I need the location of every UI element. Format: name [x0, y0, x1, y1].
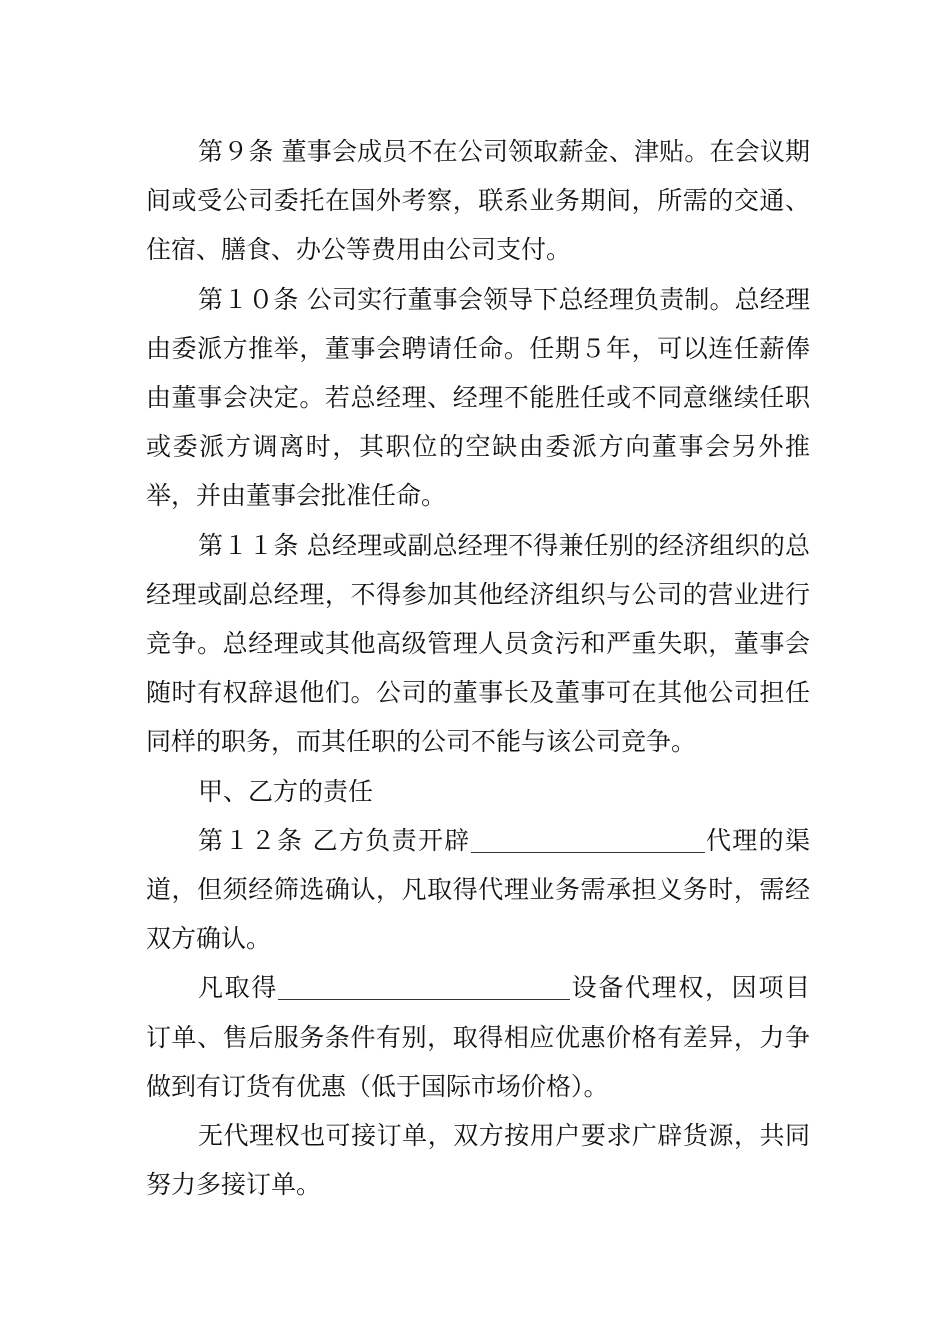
agency-text-before: 凡取得 — [198, 973, 278, 1003]
article-10-paragraph: 第１０条 公司实行董事会领导下总经理负责制。总经理由委派方推举，董事会聘请任命。任期５年，可以连任薪俸由董事会决定。若总经理、经理不能胜任或不同意继续任职或委派方调离时，其职位的空缺由委派方向董事会另外推举，并由董事会批准任命。 — [146, 284, 810, 511]
agency-rights-paragraph — [146, 963, 810, 1111]
article-9-paragraph: 第９条 董事会成员不在公司领取薪金、津贴。在会议期间或受公司委托在国外考察，联系业务期间，所需的交通、住宿、膳食、办公等费用由公司支付。 — [146, 137, 810, 265]
fill-in-blank-line — [278, 971, 570, 1000]
orders-paragraph: 无代理权也可接订单，双方按用户要求广辟货源，共同努力多接订单。 — [146, 1121, 810, 1200]
agency-text-after: 设备代理权，因项目订单、售后服务条件有别，取得相应优惠价格有差异，力争做到有订货有优惠（低于国际市场价格）。 — [146, 973, 810, 1101]
article-11-paragraph: 第１１条 总经理或副总经理不得兼任别的经济组织的总经理或副总经理，不得参加其他经济组织与公司的营业进行竞争。总经理或其他高级管理人员贪污和严重失职，董事会随时有权辞退他们。公司的董事长及董事可在其他公司担任同样的职务，而其任职的公司不能与该公司竞争。 — [146, 530, 810, 757]
fill-in-blank-line — [471, 824, 705, 853]
article-12-text-after: 代理的渠道，但须经筛选确认，凡取得代理业务需承担义务时，需经双方确认。 — [146, 825, 810, 954]
section-heading-responsibilities: 甲、乙方的责任 — [198, 776, 374, 806]
article-12-paragraph — [146, 816, 810, 964]
document-page — [146, 127, 810, 1209]
article-12-text-before: 第１２条 乙方负责开辟 — [198, 825, 471, 855]
